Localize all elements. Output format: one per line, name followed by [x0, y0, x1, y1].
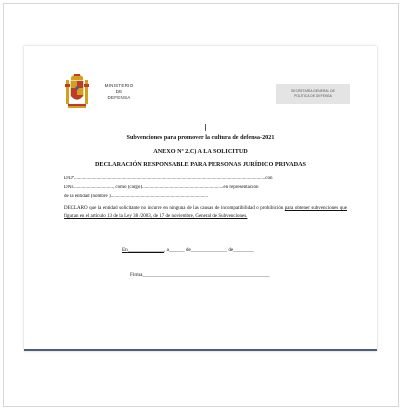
date-a: , a	[164, 247, 169, 253]
cargo-label: , como (cargo)	[112, 185, 143, 190]
declaration-heading: DECLARACIÓN RESPONSABLE PARA PERSONAS JURÍDICO PRIVADAS	[94, 161, 307, 168]
page-bottom-rule	[24, 349, 377, 351]
ministry-label	[99, 83, 139, 101]
coat-of-arms-icon	[62, 72, 92, 112]
ministry-line-1: MINISTERIO	[104, 83, 134, 88]
form-line-entity: de la entidad (nombre )..............................................................................	[64, 194, 209, 199]
ministry-line-2: DE	[115, 89, 123, 94]
name-suffix: con	[265, 176, 273, 181]
signature-line: Firma_________________________________________________	[130, 272, 270, 278]
dni-label: DNI	[64, 185, 73, 190]
form-line-name: D/Dª.........................................................................................................................................................con	[64, 176, 273, 181]
firma-label: Firma	[130, 272, 143, 278]
document-title: Subvenciones para promover la cultura de defensa-2021	[126, 134, 275, 141]
secretaria-line-2: POLÍTICA DE DEFENSA	[294, 94, 332, 98]
name-prefix: D/Dª	[64, 176, 74, 181]
text-cursor	[205, 124, 206, 131]
ministry-line-3: DEFENSA	[107, 95, 131, 100]
representation-label: en representación	[223, 185, 259, 190]
secretaria-box	[276, 84, 350, 104]
entity-label: de la entidad (nombre )	[64, 194, 111, 199]
date-de-2: de	[228, 247, 234, 253]
secretaria-line-1: SECRETARÍA GENERAL DE	[291, 89, 335, 93]
date-en: En	[122, 247, 128, 253]
date-line: En______________, a______ de______________ de________	[122, 247, 255, 253]
annex-title: ANEXO Nº 2.C) A LA SOLICITUD	[153, 148, 248, 155]
form-line-dni: DNI................................, como (cargo).................................................................en representación	[64, 185, 259, 190]
declaration-part-2: para obtener subvenciones que figuran en el artículo 13 de la Ley 38 /2003, de 17 de noviembre, General de Subvenciones.	[64, 206, 347, 219]
document-page	[24, 46, 377, 351]
date-de-1: de	[185, 247, 191, 253]
declaration-text	[64, 205, 347, 220]
declaration-part-1: DECLARO que la entidad solicitante no incurre en ninguna de las causas de incompatibilidad o prohibición	[64, 206, 285, 211]
